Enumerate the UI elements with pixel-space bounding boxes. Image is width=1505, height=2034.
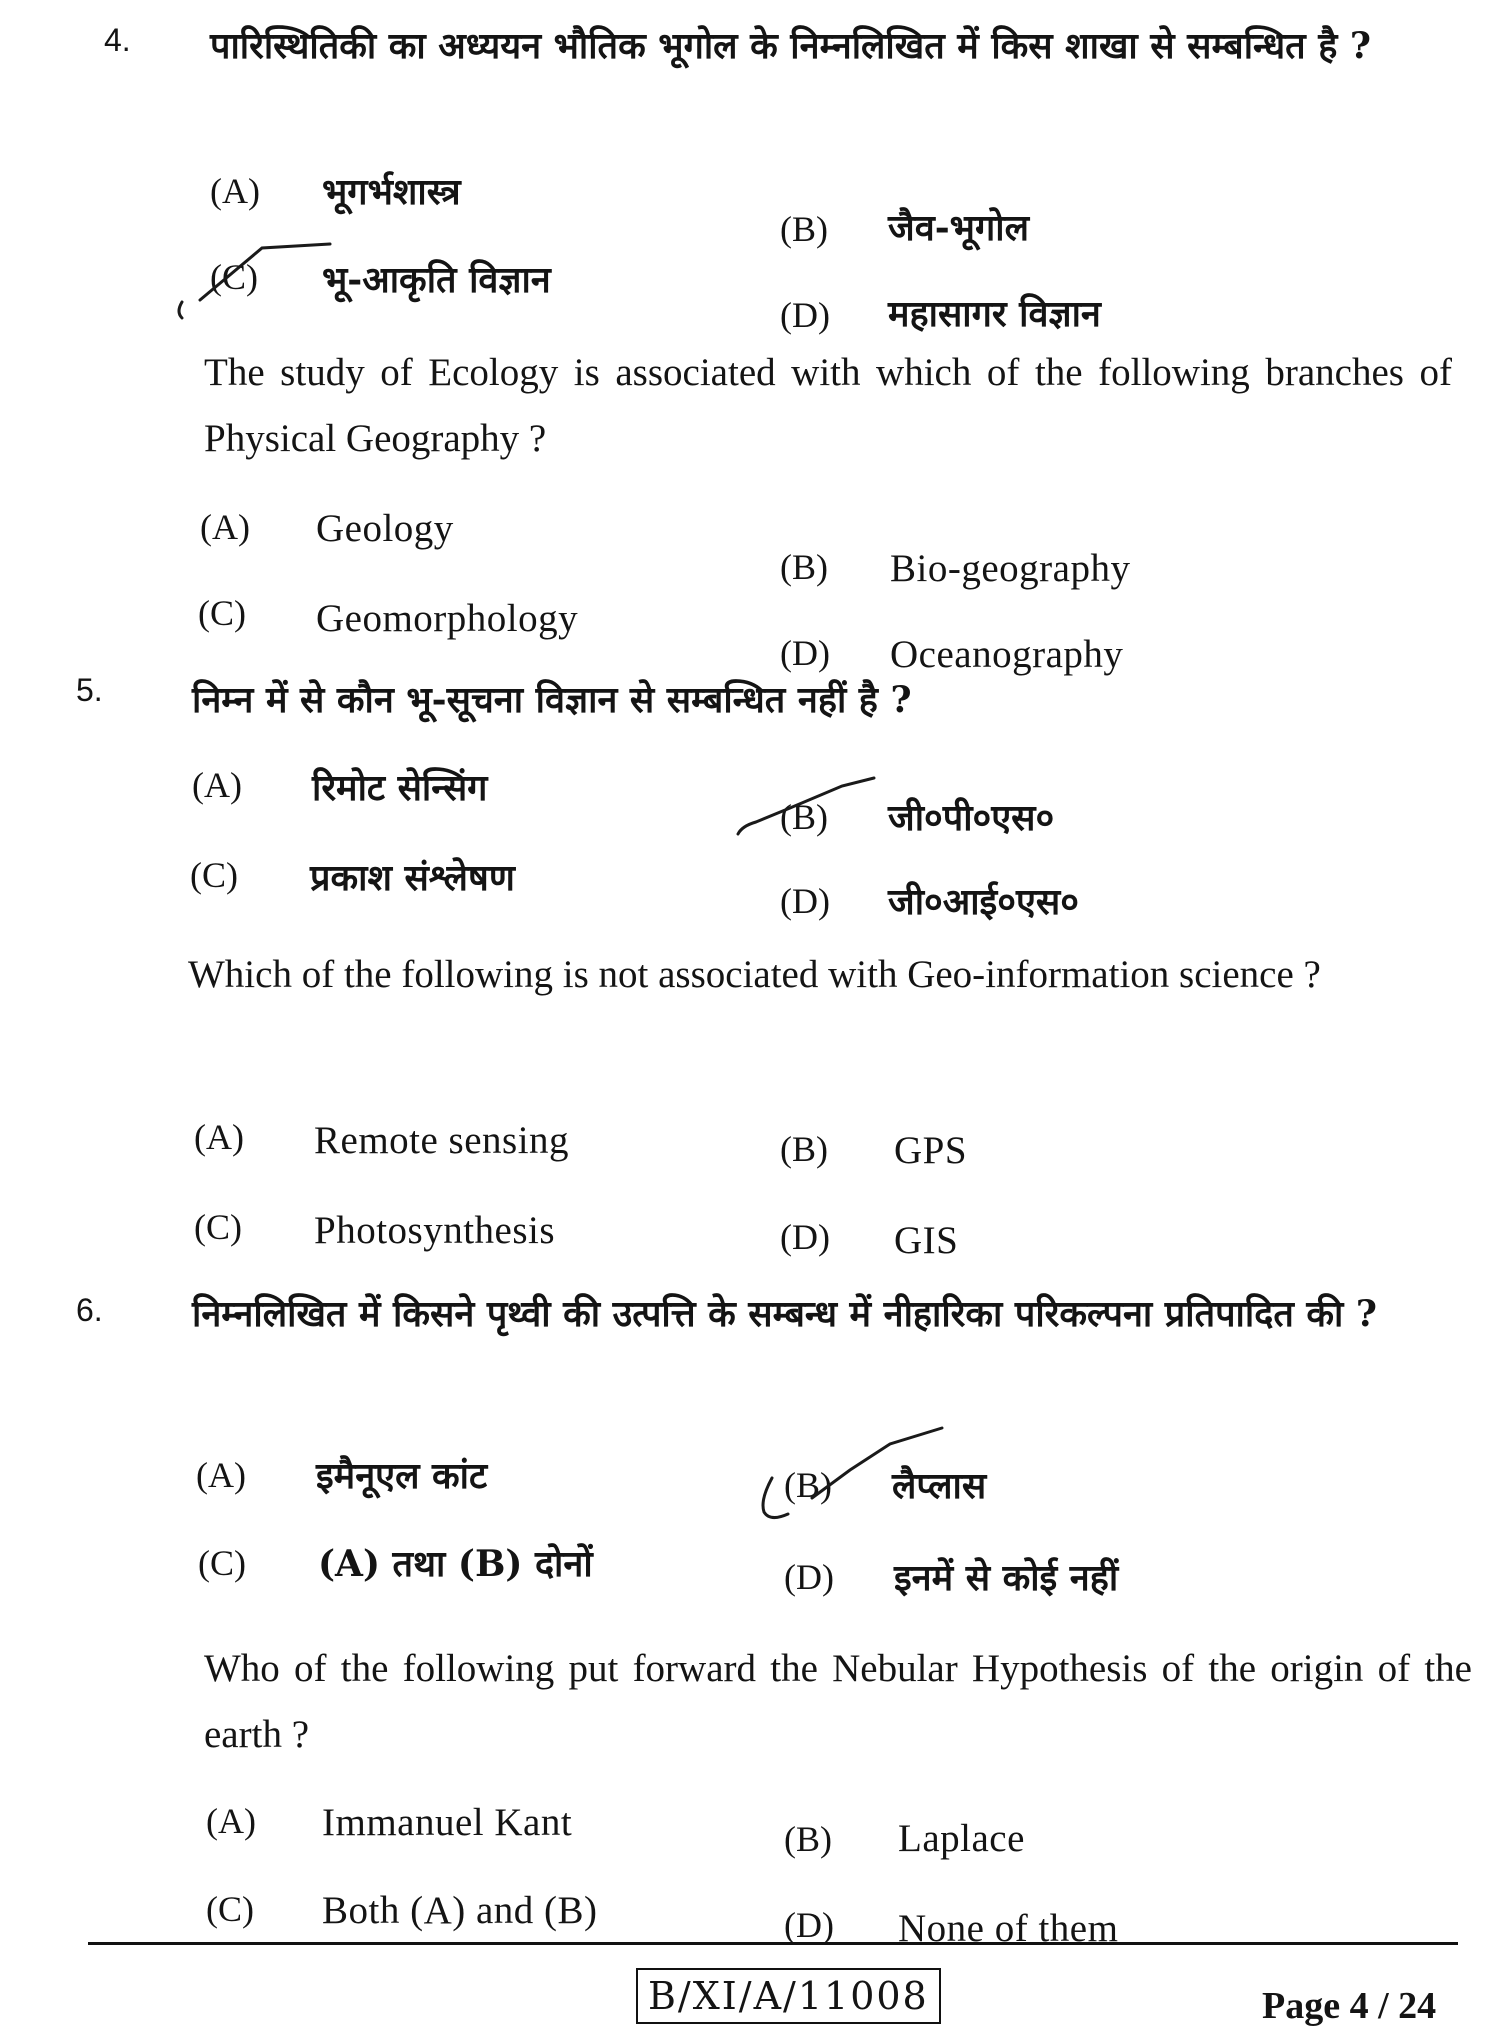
option-text: जी०पी०एस० [888, 797, 1055, 839]
option-label: (C) [190, 855, 238, 895]
option-label: (C) [198, 1543, 246, 1583]
option-text: GIS [894, 1219, 959, 1262]
page-number: Page 4 / 24 [1262, 1985, 1437, 2027]
answer-tick-mark [179, 244, 330, 318]
option-label: (C) [210, 257, 258, 297]
answer-tick-mark [763, 1428, 942, 1518]
option-text: Geology [316, 507, 454, 550]
option-text: महासागर विज्ञान [888, 293, 1101, 335]
option-label: (D) [780, 633, 830, 673]
question-stem-hindi: निम्नलिखित में किसने पृथ्वी की उत्पत्ति के सम्बन्ध में नीहारिका परिकल्पना प्रतिपादित की ? [192, 1293, 1377, 1335]
question-stem-english: Which of the following is not associated with Geo-information science ? [188, 953, 1321, 996]
option-label: (B) [780, 1129, 828, 1169]
option-label: (B) [780, 797, 828, 837]
option-text: जैव-भूगोल [888, 207, 1029, 249]
option-text: इनमें से कोई नहीं [894, 1557, 1119, 1599]
option-text: रिमोट सेन्सिंग [312, 767, 488, 809]
option-text: GPS [894, 1129, 968, 1172]
option-text: Geomorphology [316, 597, 579, 640]
option-text: Oceanography [890, 633, 1124, 676]
paper-code: B/XI/A/11008 [636, 1968, 941, 2024]
question-stem-english: Who of the following put forward the Nebular Hypothesis of the origin of the earth ? [204, 1647, 1472, 1756]
option-text: None of them [898, 1907, 1119, 1950]
option-text: भूगर्भशास्त्र [322, 171, 461, 213]
option-label: (D) [780, 881, 830, 921]
option-label: (D) [784, 1905, 834, 1945]
option-text: Laplace [898, 1817, 1025, 1860]
option-label: (A) [210, 171, 260, 211]
option-text: लैप्लास [892, 1465, 987, 1507]
option-label: (D) [784, 1557, 834, 1597]
question-number: 4. [104, 22, 131, 58]
question-number: 5. [76, 672, 103, 708]
footer-divider [88, 1942, 1458, 1945]
option-label: (C) [206, 1889, 254, 1929]
option-label: (A) [194, 1117, 244, 1157]
option-text: Bio-geography [890, 547, 1131, 590]
option-text: Remote sensing [314, 1119, 570, 1162]
option-text: इमैनूएल कांट [316, 1455, 488, 1497]
option-label: (A) [206, 1801, 256, 1841]
option-label: (D) [780, 1217, 830, 1257]
question-stem-english: The study of Ecology is associated with which of the following branches of Physical Geography ? [204, 351, 1452, 460]
question-stem-hindi: निम्न में से कौन भू-सूचना विज्ञान से सम्बन्धित नहीं है ? [192, 679, 912, 721]
option-label: (B) [784, 1465, 832, 1505]
option-text: जी०आई०एस० [888, 881, 1079, 923]
option-text: Immanuel Kant [322, 1801, 573, 1844]
option-label: (A) [196, 1455, 246, 1495]
answer-tick-mark [738, 778, 874, 834]
option-label: (B) [784, 1819, 832, 1859]
option-label: (A) [200, 507, 250, 547]
option-label: (D) [780, 295, 830, 335]
option-label: (C) [194, 1207, 242, 1247]
option-label: (B) [780, 209, 828, 249]
option-text: (A) तथा (B) दोनों [318, 1543, 593, 1585]
option-label: (B) [780, 547, 828, 587]
question-stem-hindi: पारिस्थितिकी का अध्ययन भौतिक भूगोल के निम्नलिखित में किस शाखा से सम्बन्धित है ? [210, 25, 1371, 67]
option-label: (C) [198, 593, 246, 633]
option-text: Both (A) and (B) [322, 1889, 598, 1932]
option-text: Photosynthesis [314, 1209, 556, 1252]
option-text: भू-आकृति विज्ञान [322, 259, 551, 301]
option-text: प्रकाश संश्लेषण [310, 857, 515, 899]
option-label: (A) [192, 765, 242, 805]
question-number: 6. [76, 1292, 103, 1328]
